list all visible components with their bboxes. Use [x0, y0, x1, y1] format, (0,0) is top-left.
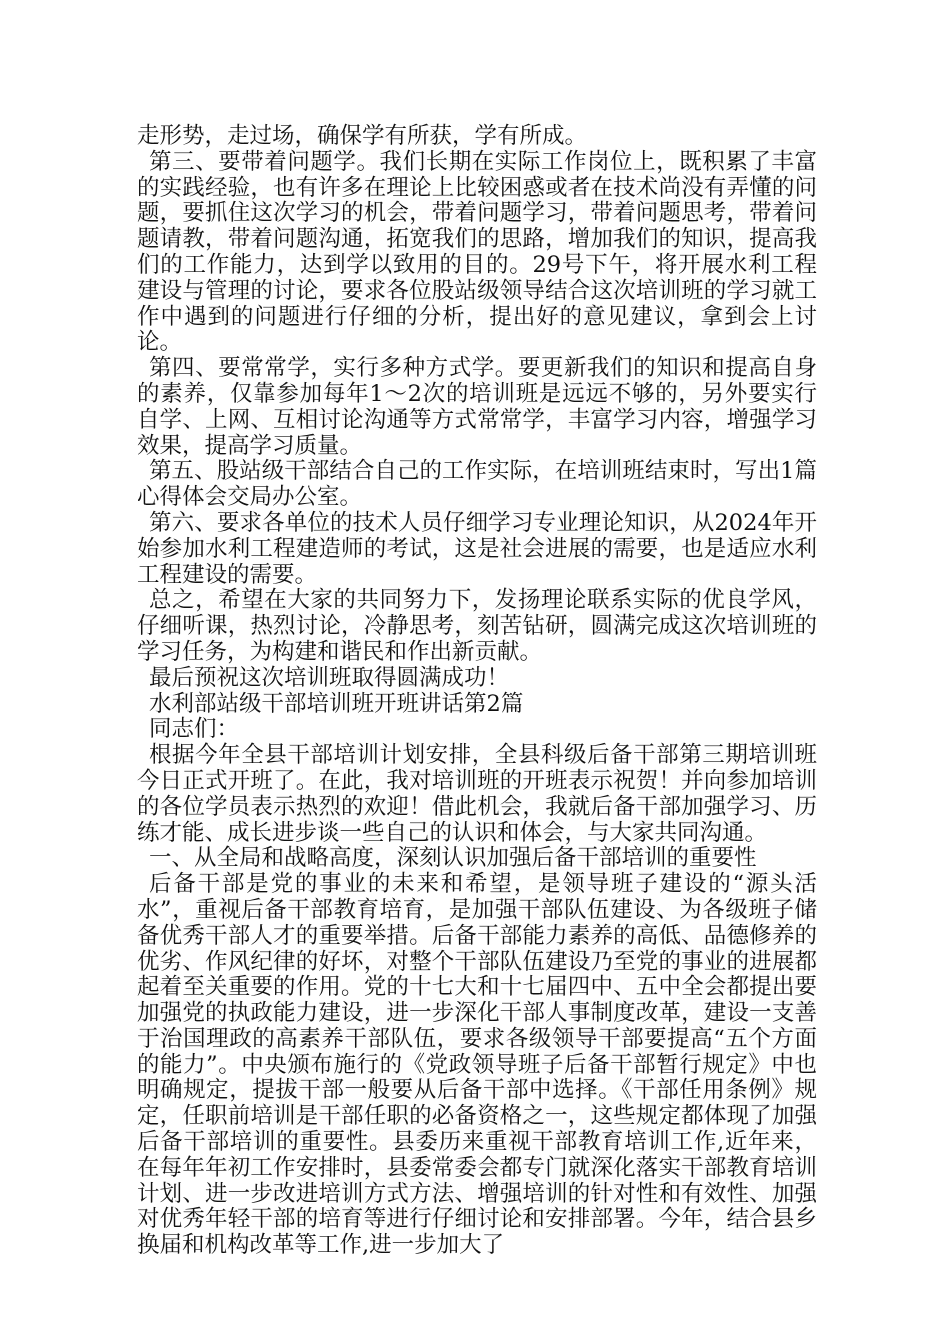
section-title: 水利部站级干部培训班开班讲话第2篇	[149, 690, 524, 717]
paragraph-summary: 总之，希望在大家的共同努力下，发扬理论联系实际的优良学风，仔细听课，热烈讨论，冷静思考，刻苦钻研，圆满完成这次培训班的学习任务，为构建和谐民和作出新贡献。	[137, 587, 817, 665]
paragraph-opening: 根据今年全县干部培训计划安排，全县科级后备干部第三期培训班今日正式开班了。在此，我对培训班的开班表示祝贺！并向参加培训的各位学员表示热烈的欢迎！借此机会，我就后备干部加强学习、历练才能、成长进步谈一些自己的认识和体会，与大家共同沟通。	[137, 742, 817, 846]
paragraph-point-five: 第五、股站级干部结合自己的工作实际，在培训班结束时，写出1篇心得体会交局办公室。	[137, 458, 817, 511]
document-page	[137, 124, 817, 1259]
paragraph-importance: 后备干部是党的事业的未来和希望，是领导班子建设的“源头活水”，重视后备干部教育培育，是加强干部队伍建设、为各级班子储备优秀干部人才的重要举措。后备干部能力素养的高低、品德修养的优劣、作风纪律的好坏，对整个干部队伍建设乃至党的事业的进展都起着至关重要的作用。党的十七大和十七届四中、五中全会都提出要加强党的执政能力建设，进一步深化干部人事制度改革，建设一支善于治国理政的高素养干部队伍，要求各级领导干部要提高“五个方面的能力”。中央颁布施行的《党政领导班子后备干部暂行规定》中也明确规定，提拔干部一般要从后备干部中选择。《干部任用条例》规定，任职前培训是干部任职的必备资格之一，这些规定都体现了加强后备干部培训的重要性。县委历来重视干部教育培训工作,近年来，在每年年初工作安排时，县委常委会都专门就深化落实干部教育培训计划、进一步改进培训方式方法、增强培训的针对性和有效性、加强对优秀年轻干部的培育等进行仔细讨论和安排部署。今年，结合县乡换届和机构改革等工作,进一步加大了	[137, 871, 817, 1259]
paragraph-point-four: 第四、要常常学，实行多种方式学。要更新我们的知识和提高自身的素养，仅靠参加每年1～2次的培训班是远远不够的，另外要实行自学、上网、互相讨论沟通等方式常常学，丰富学习内容，增强学习效果，提高学习质量。	[137, 355, 817, 459]
paragraph-continuation: 走形势，走过场，确保学有所获，学有所成。	[137, 123, 588, 149]
paragraph-point-six: 第六、要求各单位的技术人员仔细学习专业理论知识，从2024年开始参加水利工程建造师的考试，这是社会进展的需要，也是适应水利工程建设的需要。	[137, 509, 817, 588]
paragraph-closing-wish: 最后预祝这次培训班取得圆满成功！	[149, 664, 510, 691]
subheading-one: 一、从全局和战略高度，深刻认识加强后备干部培训的重要性	[149, 845, 757, 872]
paragraph-point-three: 第三、要带着问题学。我们长期在实际工作岗位上，既积累了丰富的实践经验，也有许多在理论上比较困惑或者在技术尚没有弄懂的问题，要抓住这次学习的机会，带着问题学习，带着问题思考，带着问题请教，带着问题沟通，拓宽我们的思路，增加我们的知识，提高我们的工作能力，达到学以致用的目的。29号下午，将开展水利工程建设与管理的讨论，要求各位股站级领导结合这次培训班的学习就工作中遇到的问题进行仔细的分析，提出好的意见建议，拿到会上讨论。	[137, 148, 817, 356]
salutation: 同志们：	[149, 716, 240, 743]
